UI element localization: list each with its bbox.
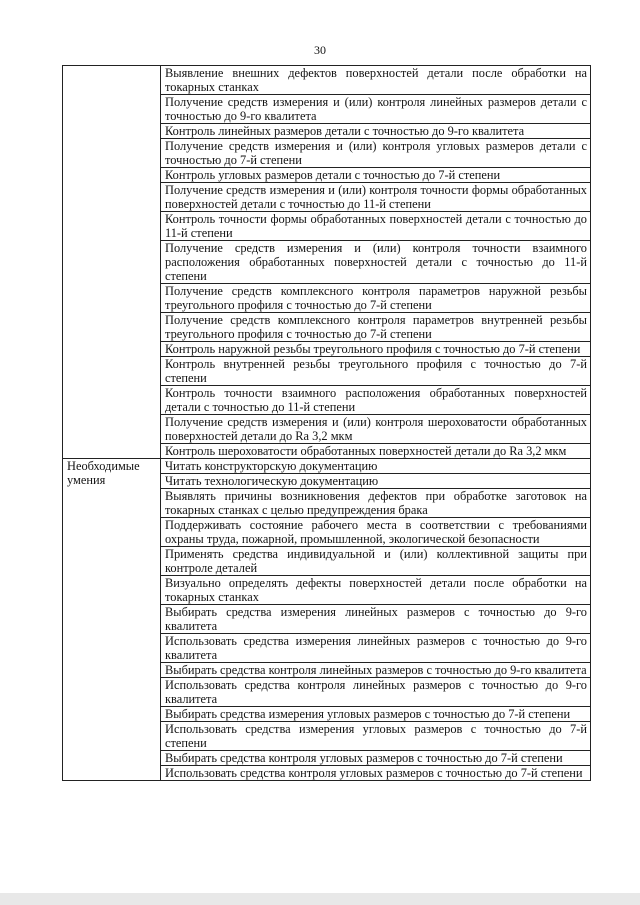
table-cell — [161, 518, 591, 547]
table-cell — [161, 489, 591, 518]
table-cell — [161, 634, 591, 663]
table-cell — [161, 605, 591, 634]
table-body — [63, 66, 591, 781]
section-label: Необходимые умения — [63, 459, 161, 781]
table-cell — [161, 183, 591, 212]
table-cell — [161, 663, 591, 678]
table-cell — [161, 66, 591, 95]
item-text: Получение средств измерения и (или) контроля угловых размеров детали с точностью до 7-й степени — [165, 139, 587, 167]
table-cell — [161, 357, 591, 386]
item-text: Выбирать средства измерения угловых размеров с точностью до 7-й степени — [165, 707, 571, 721]
item-text: Применять средства индивидуальной и (или) коллективной защиты при контроле деталей — [165, 547, 587, 575]
table-cell — [161, 168, 591, 183]
table-cell — [161, 751, 591, 766]
item-text: Получение средств измерения и (или) контроля точности взаимного расположения обработанных поверхностей детали с точностью до 11-й степени — [165, 241, 587, 283]
item-text: Получение средств измерения и (или) контроля точности формы обработанных поверхностей детали с точностью до 11-й степени — [165, 183, 587, 211]
table-cell — [161, 241, 591, 284]
table-cell — [161, 547, 591, 576]
table-cell — [161, 474, 591, 489]
table-cell — [161, 313, 591, 342]
table-cell — [161, 722, 591, 751]
table-cell — [161, 678, 591, 707]
item-text: Выявление внешних дефектов поверхностей детали после обработки на токарных станках — [165, 66, 587, 94]
item-text: Контроль точности взаимного расположения обработанных поверхностей детали с точностью до 11-й степени — [165, 386, 587, 414]
table-cell — [161, 766, 591, 781]
table-cell — [161, 576, 591, 605]
item-text: Выбирать средства контроля линейных размеров с точностью до 9-го квалитета — [165, 663, 587, 677]
item-text: Контроль точности формы обработанных поверхностей детали с точностью до 11-й степени — [165, 212, 587, 240]
table-cell — [161, 124, 591, 139]
table-cell — [161, 284, 591, 313]
item-text: Контроль угловых размеров детали с точностью до 7-й степени — [165, 168, 501, 182]
table-cell — [161, 386, 591, 415]
standard-table — [62, 65, 591, 781]
item-text: Контроль шероховатости обработанных поверхностей детали до Ra 3,2 мкм — [165, 444, 567, 458]
table-cell — [161, 342, 591, 357]
item-text: Получение средств комплексного контроля параметров внутренней резьбы треугольного профиля с точностью до 7-й степени — [165, 313, 587, 341]
item-text: Контроль линейных размеров детали с точностью до 9-го квалитета — [165, 124, 525, 138]
item-text: Читать технологическую документацию — [165, 474, 379, 488]
table-row — [63, 66, 591, 95]
table-cell — [161, 444, 591, 459]
page-number: 30 — [314, 43, 326, 57]
table-cell — [161, 95, 591, 124]
item-text: Выбирать средства измерения линейных размеров с точностью до 9-го квалитета — [165, 605, 587, 633]
item-text: Использовать средства контроля линейных размеров с точностью до 9-го квалитета — [165, 678, 587, 706]
table-row — [63, 459, 591, 474]
item-text: Использовать средства измерения угловых размеров с точностью до 7-й степени — [165, 722, 587, 750]
table-cell — [161, 139, 591, 168]
item-text: Получение средств измерения и (или) контроля линейных размеров детали с точностью до 9-го квалитета — [165, 95, 587, 123]
section-label — [63, 66, 161, 459]
item-text: Использовать средства контроля угловых размеров с точностью до 7-й степени — [165, 766, 583, 780]
item-text: Контроль наружной резьбы треугольного профиля с точностью до 7-й степени — [165, 342, 581, 356]
scan-edge — [0, 893, 640, 905]
item-text: Поддерживать состояние рабочего места в соответствии с требованиями охраны труда, пожарной, промышленной, экологической безопасности — [165, 518, 587, 546]
table-cell — [161, 212, 591, 241]
table-cell — [161, 459, 591, 474]
table-cell — [161, 707, 591, 722]
item-text: Выбирать средства контроля угловых размеров с точностью до 7-й степени — [165, 751, 563, 765]
item-text: Получение средств комплексного контроля параметров наружной резьбы треугольного профиля с точностью до 7-й степени — [165, 284, 587, 312]
item-text: Получение средств измерения и (или) контроля шероховатости обработанных поверхностей детали до Ra 3,2 мкм — [165, 415, 587, 443]
item-text: Контроль внутренней резьбы треугольного профиля с точностью до 7-й степени — [165, 357, 587, 385]
item-text: Выявлять причины возникновения дефектов при обработке заготовок на токарных станках с целью предупреждения брака — [165, 489, 587, 517]
table-cell — [161, 415, 591, 444]
item-text: Визуально определять дефекты поверхностей детали после обработки на токарных станках — [165, 576, 587, 604]
item-text: Читать конструкторскую документацию — [165, 459, 378, 473]
item-text: Использовать средства измерения линейных размеров с точностью до 9-го квалитета — [165, 634, 587, 662]
